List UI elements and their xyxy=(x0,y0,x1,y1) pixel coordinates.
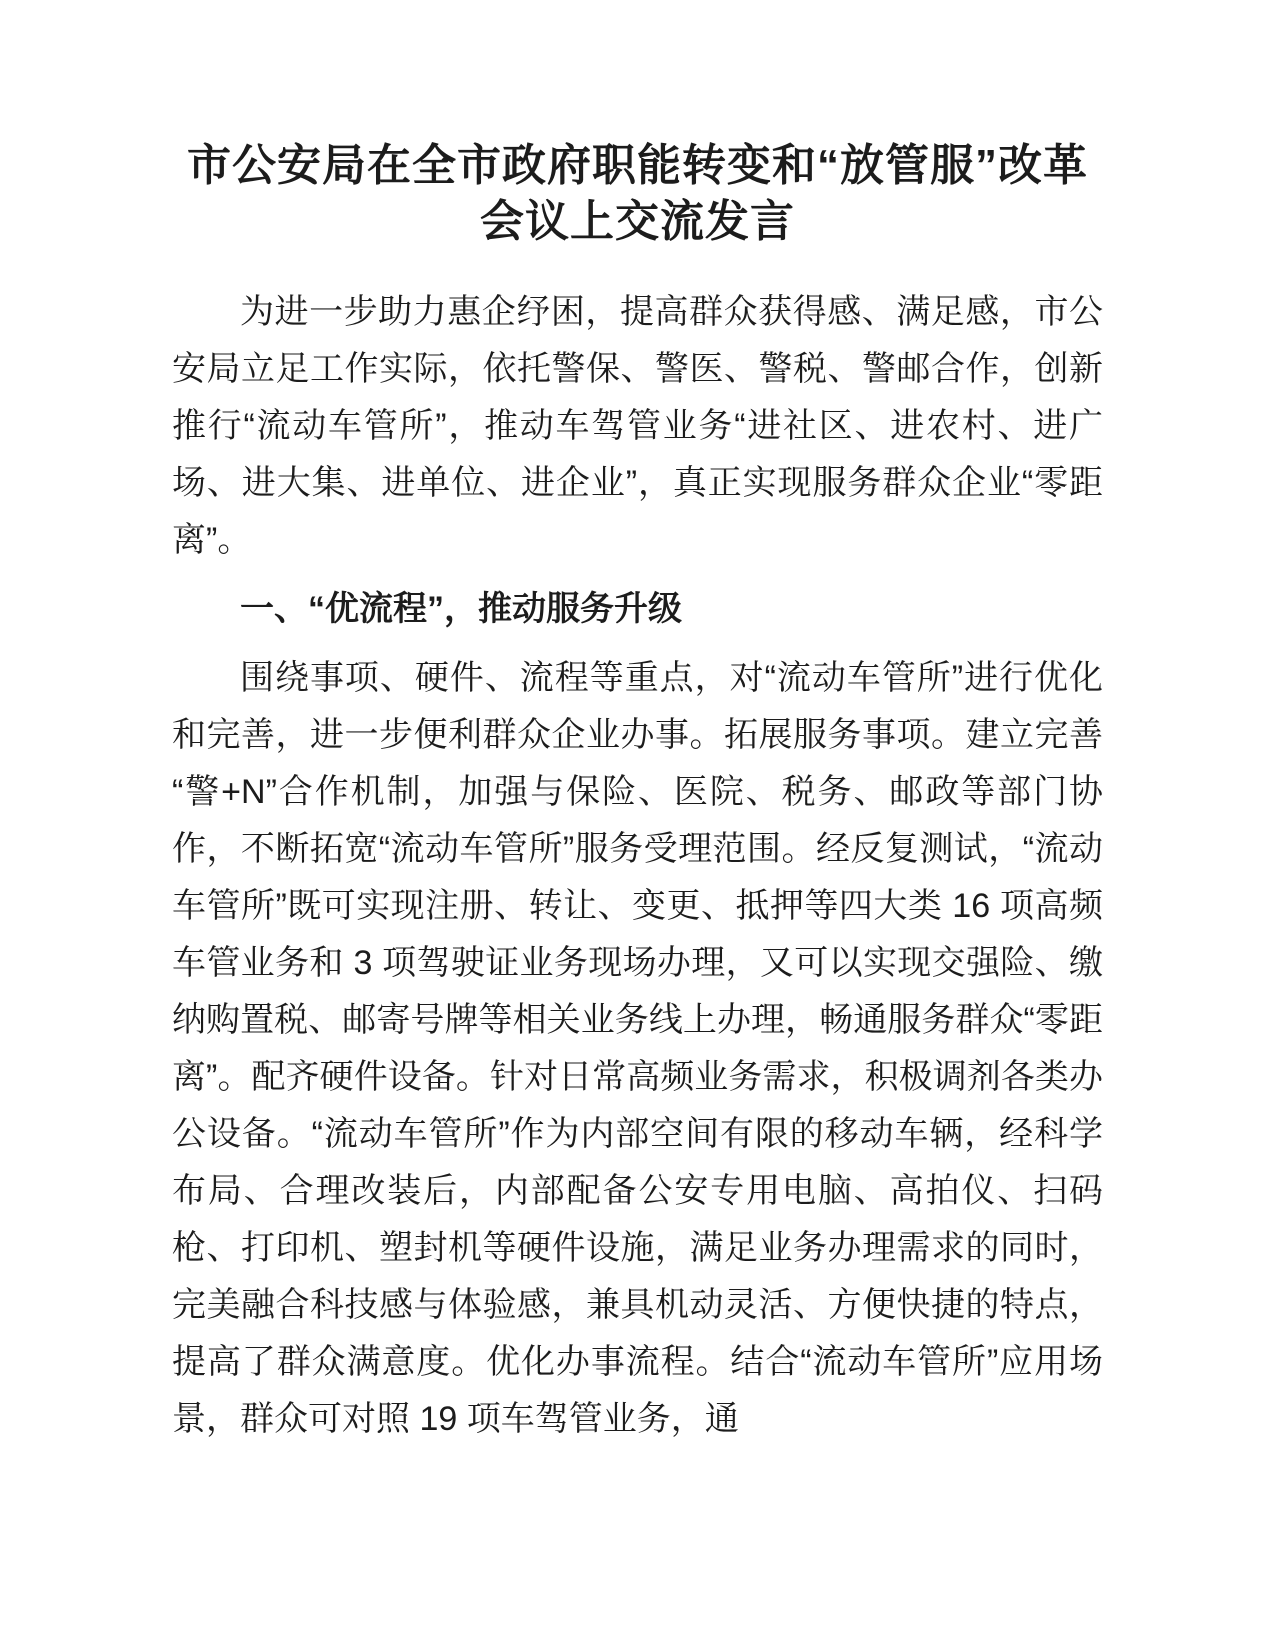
paragraph-intro: 为进一步助力惠企纾困，提高群众获得感、满足感，市公安局立足工作实际，依托警保、警医、警税、警邮合作，创新推行“流动车管所”，推动车驾管业务“进社区、进农村、进广场、进大集、进单位、进企业”，真正实现服务群众企业“零距离”。 xyxy=(172,293,1103,559)
document-title: 市公安局在全市政府职能转变和“放管服”改革会议上交流发言 xyxy=(187,141,1088,246)
paragraph-section-1-body: 围绕事项、硬件、流程等重点，对“流动车管所”进行优化和完善，进一步便利群众企业办事。拓展服务事项。建立完善“警+N”合作机制，加强与保险、医院、税务、邮政等部门协作，不断拓宽“流动车管所”服务受理范围。经反复测试，“流动车管所”既可实现注册、转让、变更、抵押等四大类 16 项高频车管业务和 3 项驾驶证业务现场办理，又可以实现交强险、缴纳购置税、邮寄号牌等相关业务线上办理，畅通服务群众“零距离”。配齐硬件设备。针对日常高频业务需求，积极调剂各类办公设备。“流动车管所”作为内部空间有限的移动车辆，经科学布局、合理改装后，内部配备公安专用电脑、高拍仪、扫码枪、打印机、塑封机等硬件设施，满足业务办理需求的同时，完美融合科技感与体验感，兼具机动灵活、方便快捷的特点，提高了群众满意度。优化办事流程。结合“流动车管所”应用场景，群众可对照 19 项车驾管业务，通 xyxy=(172,659,1104,1438)
section-heading-1: 一、“优流程”，推动服务升级 xyxy=(240,590,682,628)
